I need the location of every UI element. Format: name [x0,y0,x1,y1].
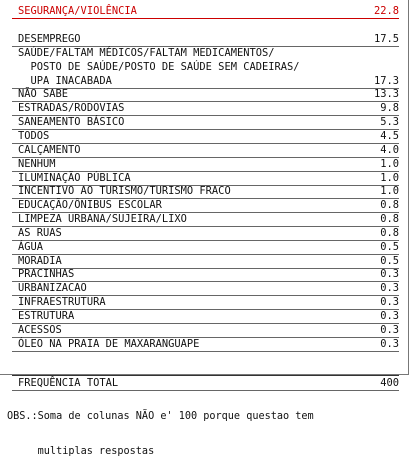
table-row-label: EDUCAÇÃO/ÔNIBUS ESCOLAR [18,199,162,211]
table-row-value: 0.8 [380,213,399,225]
header-row-value: 22.8 [373,5,399,17]
table-row-value: 0.8 [380,199,399,211]
table-row [12,143,399,158]
table-row-value: 0.3 [380,310,399,322]
table-row-label: SAÚDE/FALTAM MÉDICOS/FALTAM MEDICAMENTOS/ [18,47,275,59]
table-frame-bottom [0,374,409,375]
table-row-value: 0.3 [380,282,399,294]
table-row-label: ACESSOS [18,324,62,336]
table-row [12,240,399,255]
observation-note [7,388,407,469]
table-row-label: MORADIA [18,255,62,267]
table-row-label: TODOS [18,130,50,142]
table-row-label: DESEMPREGO [18,33,81,45]
table-row-value: 0.5 [380,255,399,267]
table-row-value: 0.3 [380,268,399,280]
table-row-value: 13.3 [373,88,399,100]
table-frame-right [408,0,409,374]
table-row [12,212,399,227]
table-row [12,281,399,296]
table-row [12,129,399,144]
table-row [12,198,399,213]
table-row-label: POSTO DE SAÚDE/POSTO DE SAÚDE SEM CADEIRAS/ [18,61,300,73]
table-row [12,323,399,338]
total-row-value: 400 [380,377,399,389]
table-row-label: CALÇAMENTO [18,144,81,156]
table-row-label: NENHUM [18,158,56,170]
table-row-value: 1.0 [380,172,399,184]
table-row-label: AS RUAS [18,227,62,239]
table-row [12,32,399,47]
header-row-label: SEGURANÇA/VIOLÊNCIA [18,5,137,17]
total-row-label: FREQUÊNCIA TOTAL [18,377,119,389]
table-row-label: ÁGUA [18,241,44,253]
table-row [12,46,399,60]
header-row [12,4,399,19]
table-row [12,267,399,282]
table-row-label: ESTRUTURA [18,310,75,322]
table-row-label: URBANIZACAO [18,282,87,294]
table-row [12,226,399,241]
table-row-label: NÃO SABE [18,88,69,100]
observation-line-1: OBS.:Soma de colunas NÃO e' 100 porque questao tem [7,411,314,422]
table-row-value: 4.5 [380,130,399,142]
table-row-value: 9.8 [380,102,399,114]
table-row-value: 5.3 [380,116,399,128]
table-row-value: 17.3 [373,75,399,87]
table-row [12,309,399,324]
table-row-value: 0.3 [380,324,399,336]
table-row [12,184,399,199]
table-row-value: 17.5 [373,33,399,45]
observation-line-2: multiplas respostas [7,445,155,457]
table-row-label: ÓLEO NA PRAIA DE MAXARANGUAPE [18,338,200,350]
table-row [12,337,399,352]
table-row [12,101,399,116]
table-row [12,87,399,102]
table-row-value: 1.0 [380,158,399,170]
table-row-value: 0.5 [380,241,399,253]
table-row-value: 0.3 [380,296,399,308]
table-row [12,115,399,130]
table-row-label: INFRAESTRUTURA [18,296,106,308]
table-row-value: 4.0 [380,144,399,156]
table-row-label: INCENTIVO AO TURISMO/TURISMO FRACO [18,185,231,197]
table-row-label: ESTRADAS/RODOVIAS [18,102,125,114]
table-row [12,60,399,74]
table-row-label: UPA INACABADA [18,75,112,87]
table-row-value: 0.8 [380,227,399,239]
table-row-label: ILUMINAÇÃO PÚBLICA [18,172,131,184]
table-row [12,295,399,310]
table-row-label: LIMPEZA URBANA/SUJEIRA/LIXO [18,213,187,225]
table-row-value: 0.3 [380,338,399,350]
table-row-label: PRACINHAS [18,268,75,280]
table-row [12,157,399,172]
table-row-value: 1.0 [380,185,399,197]
table-row-label: SANEAMENTO BÁSICO [18,116,125,128]
